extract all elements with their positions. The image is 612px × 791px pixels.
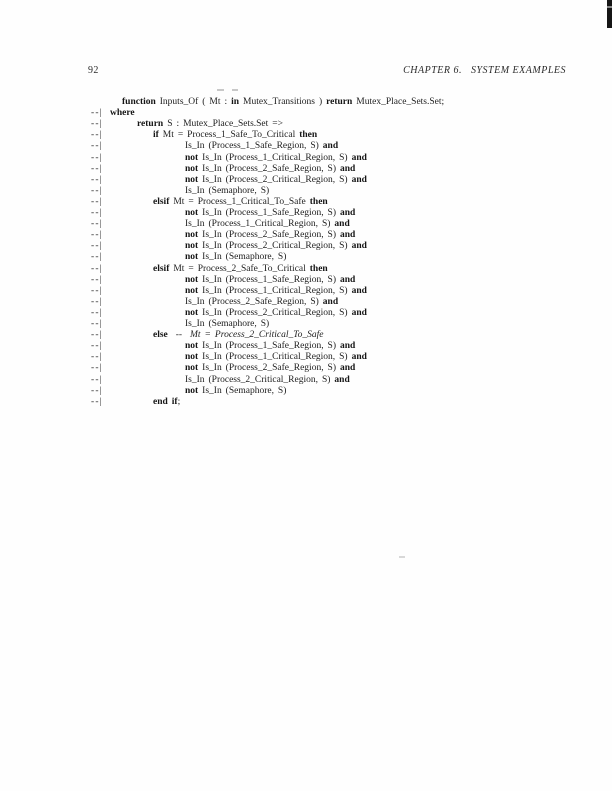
- annotation-comment-prefix: --|: [91, 185, 103, 196]
- scan-artifact-bar-gap: [607, 6, 612, 8]
- code-line-text: where: [110, 108, 135, 119]
- scan-artifact-speck: [232, 89, 238, 91]
- annotation-comment-prefix: --|: [91, 241, 103, 252]
- code-line: [0, 297, 612, 308]
- code-line-text: not Is_In (Process_1_Critical_Region, S) and: [185, 352, 367, 363]
- page-number: 92: [88, 65, 99, 76]
- scan-artifact-speck: [217, 89, 224, 91]
- code-line-text: not Is_In (Process_1_Critical_Region, S) and: [185, 152, 367, 163]
- code-line-text: not Is_In (Process_2_Critical_Region, S) and: [185, 174, 367, 185]
- code-line: [0, 330, 612, 341]
- code-line-text: not Is_In (Process_1_Safe_Region, S) and: [185, 274, 356, 285]
- code-line: [0, 230, 612, 241]
- annotation-comment-prefix: --|: [91, 152, 103, 163]
- annotation-comment-prefix: --|: [91, 263, 103, 274]
- code-line-text: if Mt = Process_1_Safe_To_Critical then: [153, 130, 318, 141]
- annotation-comment-prefix: --|: [91, 174, 103, 185]
- code-line: [0, 308, 612, 319]
- annotation-comment-prefix: --|: [91, 296, 103, 307]
- annotation-comment-prefix: --|: [91, 208, 103, 218]
- code-line-text: end if;: [153, 396, 181, 407]
- code-line-text: elsif Mt = Process_1_Critical_To_Safe then: [153, 196, 328, 207]
- code-line-text: not Is_In (Process_2_Safe_Region, S) and: [185, 230, 356, 241]
- code-line: [0, 397, 612, 408]
- code-line: [0, 352, 612, 363]
- code-line: [0, 341, 612, 352]
- code-line-text: Is_In (Process_1_Safe_Region, S) and: [185, 141, 339, 152]
- code-line-text: not Is_In (Process_2_Safe_Region, S) and: [185, 363, 356, 374]
- code-line-text: not Is_In (Semaphore, S): [185, 385, 287, 396]
- code-line-text: elsif Mt = Process_2_Safe_To_Critical then: [153, 263, 328, 274]
- annotation-comment-prefix: --|: [91, 141, 103, 152]
- annotation-comment-prefix: --|: [91, 274, 103, 285]
- annotation-comment-prefix: --|: [91, 252, 103, 263]
- code-line: [0, 197, 612, 208]
- code-line-text: else -- Mt = Process_2_Critical_To_Safe: [153, 330, 324, 341]
- code-line-text: Is_In (Process_2_Critical_Region, S) and: [185, 374, 350, 385]
- annotation-comment-prefix: --|: [91, 196, 103, 207]
- code-line-text: not Is_In (Process_1_Critical_Region, S) and: [185, 285, 367, 296]
- code-line: [0, 375, 612, 386]
- code-line: [0, 363, 612, 374]
- code-line: [0, 386, 612, 397]
- annotation-comment-prefix: --|: [91, 219, 103, 230]
- code-line: [0, 108, 612, 119]
- code-line-text: not Is_In (Semaphore, S): [185, 252, 287, 263]
- running-header-chapter-title: CHAPTER 6. SYSTEM EXAMPLES: [403, 65, 566, 76]
- code-line-text: function Inputs_Of ( Mt : in Mutex_Transitions ) return Mutex_Place_Sets.Set;: [122, 97, 445, 107]
- code-line: [0, 186, 612, 197]
- code-line: [0, 275, 612, 286]
- scan-artifact-speck: [399, 556, 405, 558]
- annotation-comment-prefix: --|: [91, 396, 103, 407]
- annotation-comment-prefix: --|: [91, 385, 103, 396]
- annotation-comment-prefix: --|: [91, 363, 103, 374]
- annotation-comment-prefix: --|: [91, 374, 103, 385]
- annotation-comment-prefix: --|: [91, 319, 103, 329]
- code-line-text: not Is_In (Process_2_Critical_Region, S) and: [185, 241, 367, 252]
- annotation-comment-prefix: --|: [91, 230, 103, 241]
- code-line-text: not Is_In (Process_2_Safe_Region, S) and: [185, 163, 356, 174]
- code-line: [0, 264, 612, 275]
- code-line-text: Is_In (Semaphore, S): [185, 319, 270, 329]
- code-line: [0, 175, 612, 186]
- code-line-text: Is_In (Process_1_Critical_Region, S) and: [185, 219, 350, 230]
- code-line: [0, 219, 612, 230]
- code-line: [0, 97, 612, 108]
- code-line: [0, 286, 612, 297]
- code-line: [0, 319, 612, 330]
- annotation-comment-prefix: --|: [91, 163, 103, 174]
- annotation-comment-prefix: --|: [91, 341, 103, 352]
- code-line-text: not Is_In (Process_1_Safe_Region, S) and: [185, 341, 356, 352]
- annotation-comment-prefix: --|: [91, 285, 103, 296]
- code-line: [0, 153, 612, 164]
- scan-artifact-bar: [607, 0, 612, 28]
- annotation-comment-prefix: --|: [91, 119, 103, 130]
- code-line: [0, 141, 612, 152]
- annotation-comment-prefix: --|: [91, 330, 103, 341]
- code-line: [0, 164, 612, 175]
- code-line: [0, 208, 612, 219]
- annotation-comment-prefix: --|: [91, 130, 103, 141]
- annotation-comment-prefix: --|: [91, 352, 103, 363]
- annotation-comment-prefix: --|: [91, 108, 103, 119]
- code-line: [0, 130, 612, 141]
- code-line: [0, 252, 612, 263]
- code-line-text: Is_In (Semaphore, S): [185, 185, 270, 196]
- annotation-comment-prefix: --|: [91, 307, 103, 318]
- code-line-text: return S : Mutex_Place_Sets.Set =>: [137, 119, 283, 130]
- code-line-text: Is_In (Process_2_Safe_Region, S) and: [185, 296, 339, 307]
- code-line: [0, 241, 612, 252]
- code-line-text: not Is_In (Process_1_Safe_Region, S) and: [185, 208, 356, 218]
- code-line-text: not Is_In (Process_2_Critical_Region, S) and: [185, 307, 367, 318]
- code-line: [0, 119, 612, 130]
